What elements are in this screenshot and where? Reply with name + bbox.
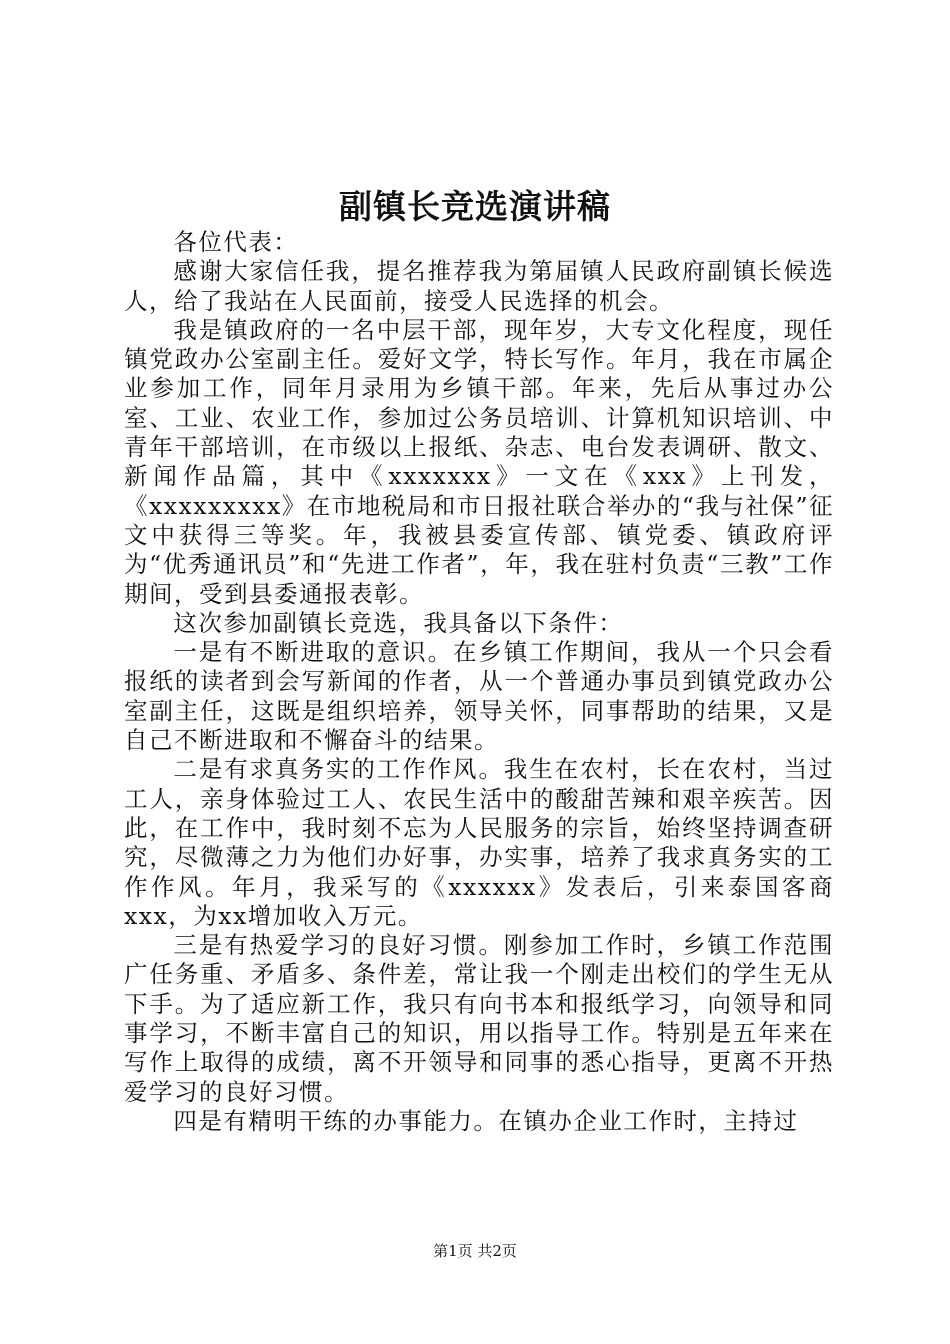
- paragraph: 三是有热爱学习的良好习惯。刚参加工作时，乡镇工作范围广任务重、矛盾多、条件差，常让我一个刚走出校们的学生无从下手。为了适应新工作，我只有向书本和报纸学习，向领导和同事学习，不断丰富自己的知识，用以指导工作。特别是五年来在写作上取得的成绩，离不开领导和同事的悉心指导，更离不开热爱学习的良好习惯。: [124, 931, 834, 1106]
- paragraph: 感谢大家信任我，提名推荐我为第届镇人民政府副镇长候选人，给了我站在人民面前，接受人民选择的机会。: [124, 257, 834, 315]
- paragraph-salutation: 各位代表：: [173, 228, 299, 256]
- page-footer: 第1页 共2页: [433, 1242, 517, 1260]
- document-body: [124, 228, 834, 1136]
- paragraph: 我是镇政府的一名中层干部，现年岁，大专文化程度，现任镇党政办公室副主任。爱好文学，特长写作。年月，我在市属企业参加工作，同年月录用为乡镇干部。年来，先后从事过办公室、工业、农业工作，参加过公务员培训、计算机知识培训、中青年干部培训，在市级以上报纸、杂志、电台发表调研、散文、新闻作品篇，其中《xxxxxxx》一文在《xxx》上刊发，《xxxxxxxxx》在市地税局和市日报社联合举办的“我与社保”征文中获得三等奖。年，我被县委宣传部、镇党委、镇政府评为“优秀通讯员”和“先进工作者”，年，我在驻村负责“三教”工作期间，受到县委通报表彰。: [124, 315, 834, 608]
- paragraph: 四是有精明干练的办事能力。在镇办企业工作时，主持过: [173, 1106, 799, 1135]
- page-title: 副镇长竞选演讲稿: [339, 187, 611, 226]
- paragraph: 二是有求真务实的工作作风。我生在农村，长在农村，当过工人，亲身体验过工人、农民生活中的酸甜苦辣和艰辛疾苦。因此，在工作中，我时刻不忘为人民服务的宗旨，始终坚持调查研究，尽微薄之力为他们办好事，办实事，培养了我求真务实的工作作风。年月，我采写的《xxxxxx》发表后，引来泰国客商xxx，为xx增加收入万元。: [124, 755, 834, 930]
- paragraph: 一是有不断进取的意识。在乡镇工作期间，我从一个只会看报纸的读者到会写新闻的作者，从一个普通办事员到镇党政办公室副主任，这既是组织培养，领导关怀，同事帮助的结果，又是自己不断进取和不懈奋斗的结果。: [124, 638, 834, 755]
- paragraph: 这次参加副镇长竞选，我具备以下条件：: [173, 608, 624, 637]
